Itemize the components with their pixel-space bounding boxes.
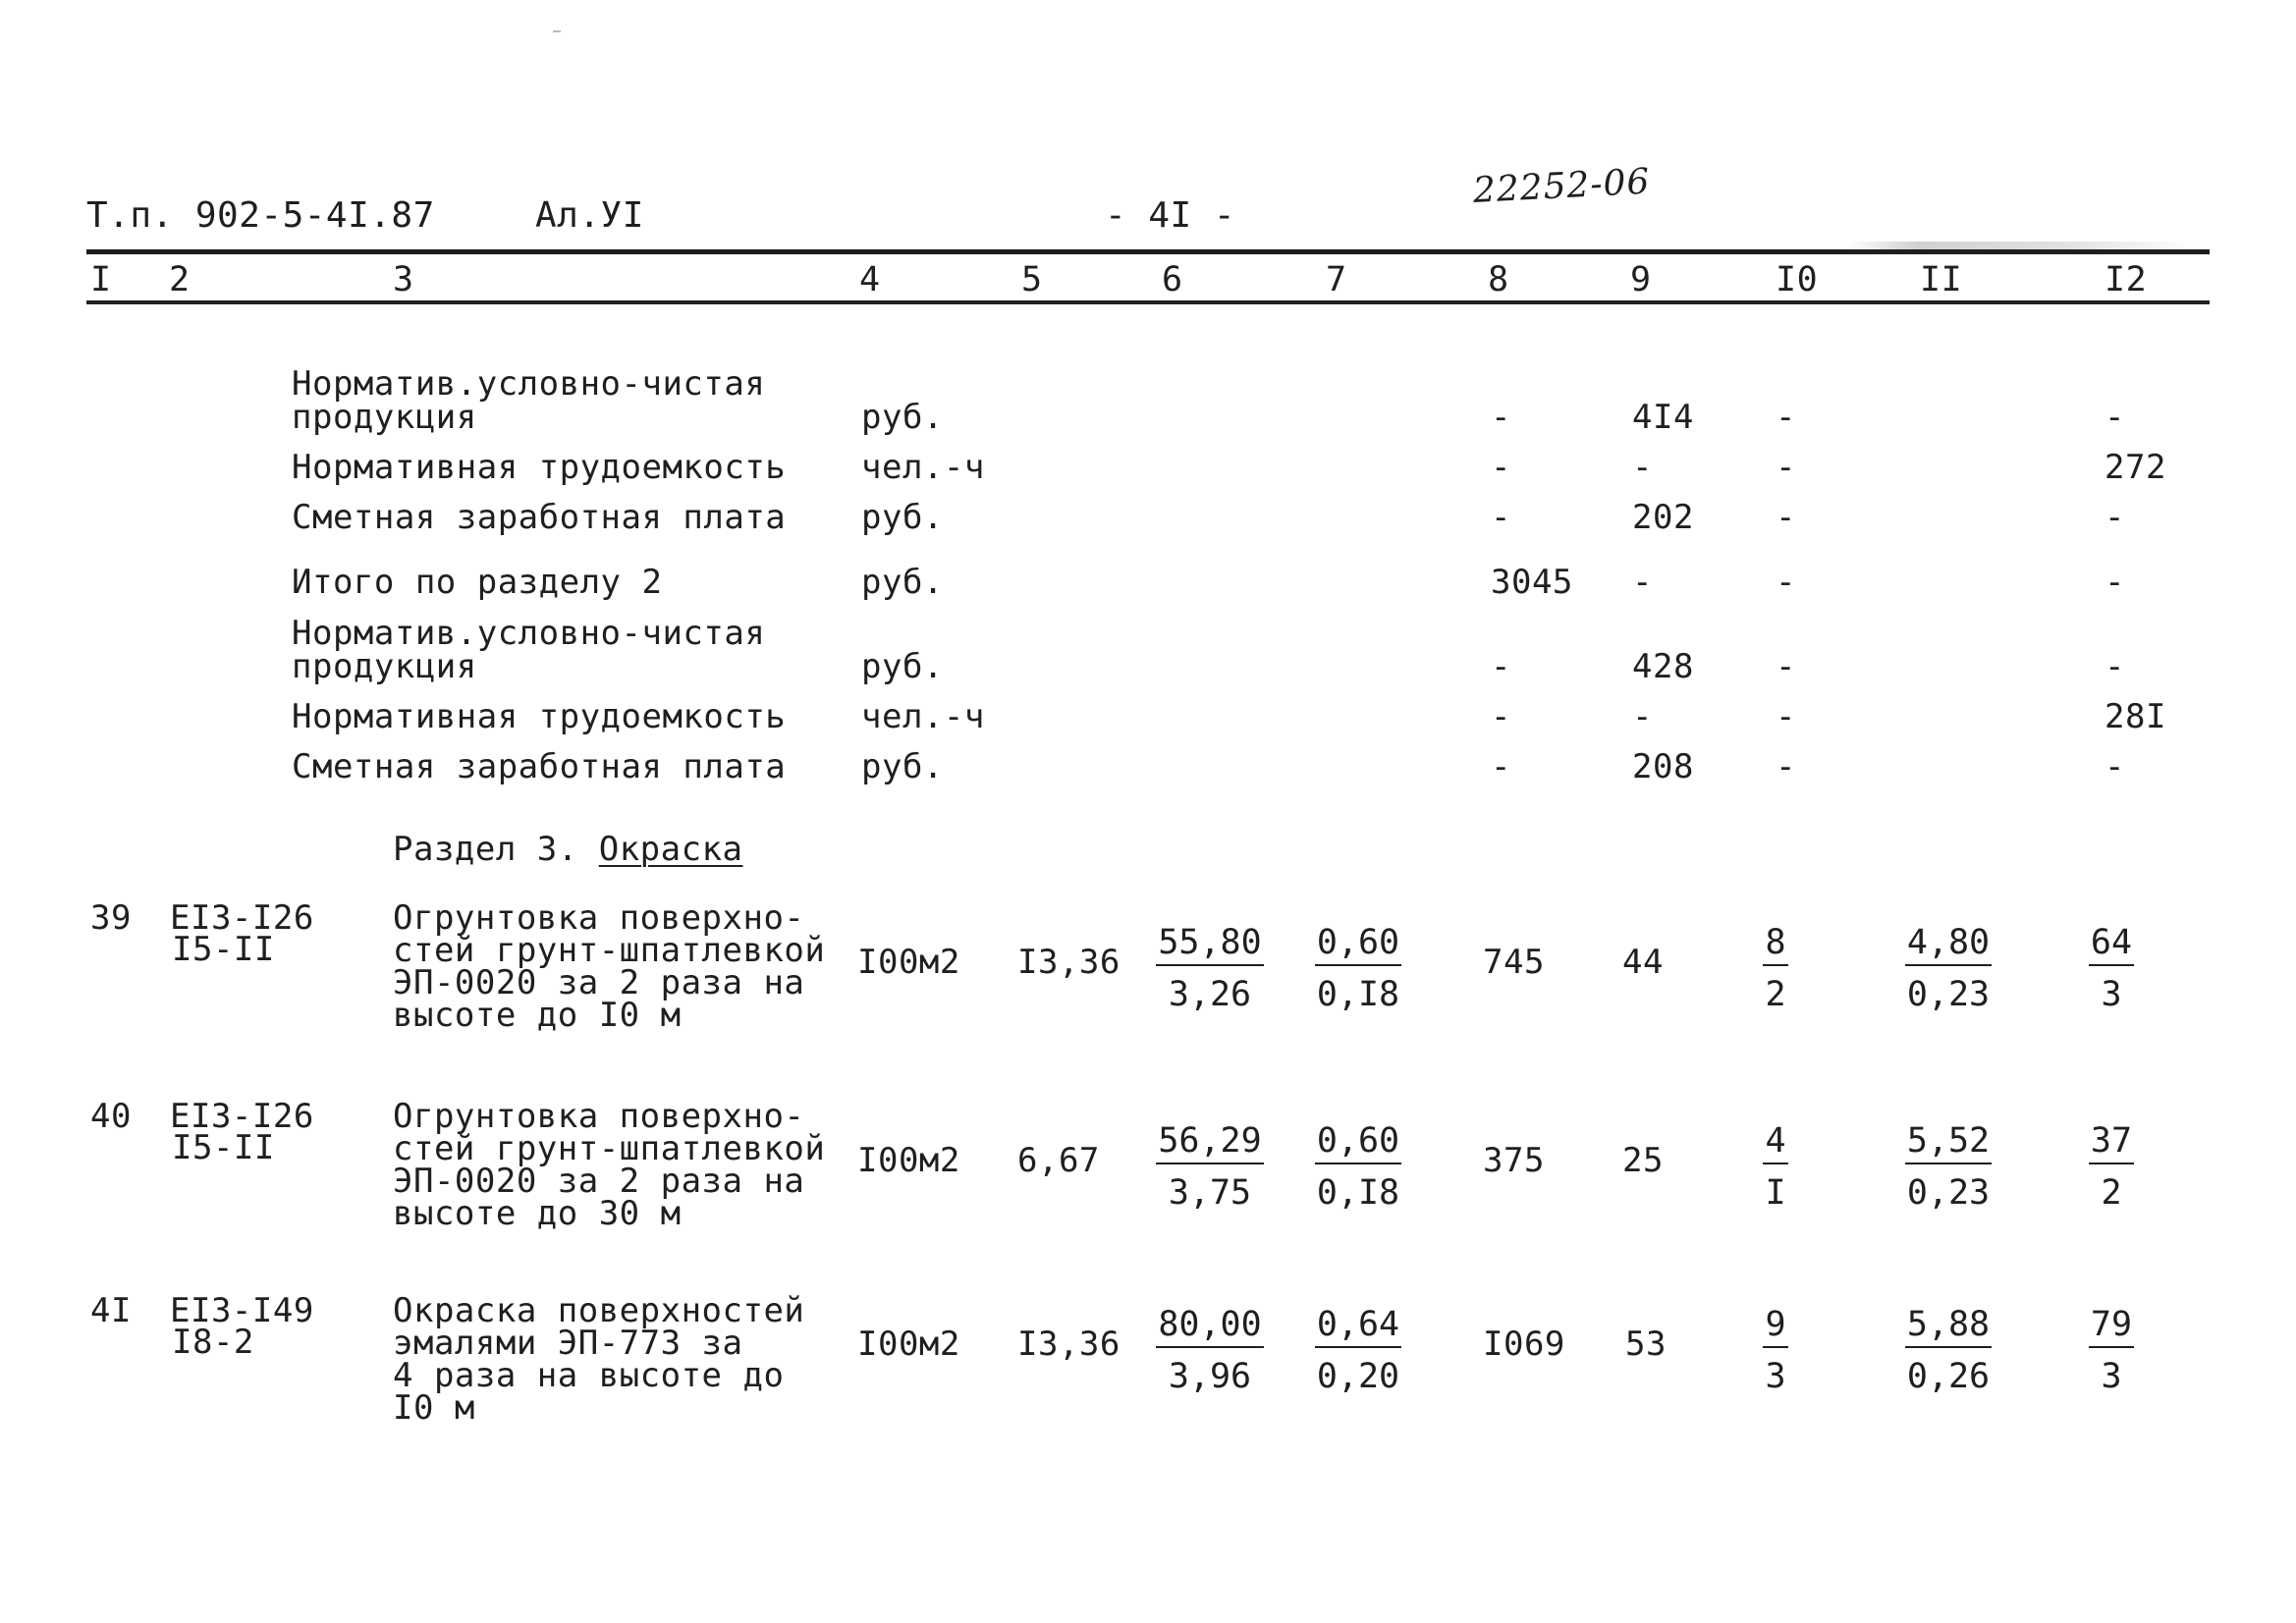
item-unit: I00м2 (857, 1325, 960, 1364)
item-description-line: 4 раза на высоте до (393, 1356, 785, 1395)
column-number-2: 2 (169, 260, 191, 299)
item-c10-top: 4 (1763, 1124, 1787, 1164)
item-c6-bottom: 3,26 (1168, 975, 1252, 1014)
item-code-secondary: I5-II (172, 1128, 275, 1167)
item-number: 39 (90, 898, 132, 938)
summary2-unit-labor: чел.-ч (861, 697, 985, 736)
summary2-c9-wages: 208 (1632, 747, 1694, 786)
item-c12-top: 37 (2089, 1124, 2134, 1164)
item-c11-bottom: 0,23 (1906, 975, 1991, 1014)
section2-total-c8: 3045 (1491, 563, 1573, 602)
item-c11-bottom: 0,23 (1906, 1173, 1991, 1213)
summary1-label-wages: Сметная заработная плата (292, 498, 787, 537)
item-c12-bottom: 3 (2101, 975, 2122, 1014)
summary2-c10-labor: - (1776, 697, 1796, 736)
item-c7-top: 0,64 (1315, 1308, 1401, 1348)
item-c9: 25 (1622, 1141, 1664, 1180)
item-number: 4I (90, 1291, 132, 1330)
item-c10-top: 8 (1763, 926, 1787, 966)
item-c6-bottom: 3,96 (1168, 1357, 1252, 1396)
item-description-line: Окраска поверхностей (393, 1291, 805, 1330)
item-c8: I069 (1483, 1325, 1565, 1364)
item-c10-bottom: 3 (1765, 1357, 1786, 1396)
column-number-3: 3 (393, 260, 414, 299)
column-number-5: 5 (1021, 260, 1043, 299)
column-number-7: 7 (1326, 260, 1347, 299)
item-c11-bottom: 0,26 (1906, 1357, 1991, 1396)
summary2-unit-wages: руб. (861, 747, 944, 786)
summary2-label-ncp-line2: продукция (292, 647, 477, 686)
column-number-6: 6 (1162, 260, 1183, 299)
summary1-c12-wages: - (2105, 498, 2125, 537)
item-c7-bottom: 0,I8 (1316, 1173, 1400, 1213)
section2-total-c10: - (1776, 563, 1796, 602)
column-number-11: II (1920, 260, 1963, 299)
item-c6-top: 55,80 (1156, 926, 1263, 966)
summary2-c9-labor: - (1632, 697, 1653, 736)
item-c10-bottom: 2 (1765, 975, 1786, 1014)
item-c12-fraction (2080, 1121, 2143, 1213)
item-description-line: ЭП-0020 за 2 раза на (393, 1162, 805, 1201)
stamp-smudge (1846, 242, 2200, 249)
item-description-line: стей грунт-шпатлевкой (393, 931, 826, 970)
section3-prefix: Раздел 3. (393, 830, 578, 869)
item-c7-bottom: 0,20 (1316, 1357, 1400, 1396)
item-number: 40 (90, 1097, 132, 1136)
section3-heading (393, 830, 743, 869)
summary2-c8-wages: - (1491, 747, 1511, 786)
item-c12-fraction (2080, 1305, 2143, 1396)
item-c6-fraction (1147, 1305, 1273, 1396)
summary2-label-labor: Нормативная трудоемкость (292, 697, 787, 736)
item-unit: I00м2 (857, 943, 960, 982)
summary1-unit-labor: чел.-ч (861, 448, 985, 487)
summary2-label-ncp-line1: Норматив.условно-чистая (292, 614, 766, 653)
item-c10-fraction (1756, 1305, 1795, 1396)
top-rule (86, 249, 2210, 254)
summary1-unit-ncp: руб. (861, 398, 944, 437)
item-description-line: I0 м (393, 1388, 475, 1428)
item-c8: 745 (1483, 943, 1545, 982)
item-c10-bottom: I (1765, 1173, 1786, 1213)
summary1-c10-wages: - (1776, 498, 1796, 537)
section3-title: Окраска (598, 830, 743, 869)
item-c9: 44 (1622, 943, 1664, 982)
summary1-c9-labor: - (1632, 448, 1653, 487)
item-description-line: Огрунтовка поверхно- (393, 898, 805, 938)
item-c12-top: 64 (2089, 926, 2134, 966)
summary1-unit-wages: руб. (861, 498, 944, 537)
summary1-label-ncp-line1: Норматив.условно-чистая (292, 364, 766, 404)
section2-total-unit: руб. (861, 563, 944, 602)
item-description-line: ЭП-0020 за 2 раза на (393, 963, 805, 1002)
item-c7-top: 0,60 (1315, 1124, 1401, 1164)
item-c11-top: 5,52 (1905, 1124, 1992, 1164)
column-number-8: 8 (1488, 260, 1509, 299)
item-c12-bottom: 2 (2101, 1173, 2122, 1213)
item-description-line: эмалями ЭП-773 за (393, 1324, 743, 1363)
item-c6-top: 80,00 (1156, 1308, 1263, 1348)
summary2-c8-ncp: - (1491, 647, 1511, 686)
item-c6-top: 56,29 (1156, 1124, 1263, 1164)
item-c8: 375 (1483, 1141, 1545, 1180)
summary1-c10-labor: - (1776, 448, 1796, 487)
summary1-c9-ncp: 4I4 (1632, 398, 1694, 437)
item-code-primary: EI3-I49 (170, 1291, 314, 1330)
column-number-10: I0 (1776, 260, 1819, 299)
item-quantity: I3,36 (1017, 943, 1121, 982)
section2-total-c12: - (2105, 563, 2125, 602)
summary1-c10-ncp: - (1776, 398, 1796, 437)
item-c7-fraction (1306, 1305, 1410, 1396)
summary2-unit-ncp: руб. (861, 647, 944, 686)
summary1-c9-wages: 202 (1632, 498, 1694, 537)
item-code-primary: EI3-I26 (170, 898, 314, 938)
item-c12-bottom: 3 (2101, 1357, 2122, 1396)
summary1-c8-ncp: - (1491, 398, 1511, 437)
item-c11-fraction (1893, 1305, 2003, 1396)
item-c10-fraction (1756, 1121, 1795, 1213)
item-code-primary: EI3-I26 (170, 1097, 314, 1136)
item-unit: I00м2 (857, 1141, 960, 1180)
item-c11-top: 5,88 (1905, 1308, 1992, 1348)
item-c6-fraction (1147, 1121, 1273, 1213)
column-number-12: I2 (2105, 260, 2148, 299)
item-c7-bottom: 0,I8 (1316, 975, 1400, 1014)
item-c11-fraction (1893, 1121, 2003, 1213)
item-c7-fraction (1306, 1121, 1410, 1213)
page-number: - 4I - (1105, 195, 1236, 236)
item-c11-top: 4,80 (1905, 926, 1992, 966)
item-quantity: I3,36 (1017, 1325, 1121, 1364)
item-description-line: стей грунт-шпатлевкой (393, 1129, 826, 1168)
column-header-rule (86, 300, 2210, 304)
column-number-1: I (90, 260, 112, 299)
summary2-label-wages: Сметная заработная плата (292, 747, 787, 786)
item-quantity: 6,67 (1017, 1141, 1100, 1180)
summary2-c9-ncp: 428 (1632, 647, 1694, 686)
item-c6-fraction (1147, 923, 1273, 1014)
item-c11-fraction (1893, 923, 2003, 1014)
summary1-label-ncp-line2: продукция (292, 398, 477, 437)
summary1-label-labor: Нормативная трудоемкость (292, 448, 787, 487)
item-c12-fraction (2080, 923, 2143, 1014)
summary2-c12-wages: - (2105, 747, 2125, 786)
item-c9: 53 (1625, 1325, 1667, 1364)
summary1-c8-labor: - (1491, 448, 1511, 487)
item-code-secondary: I5-II (172, 930, 275, 969)
doc-code: Т.п. 902-5-4I.87 (86, 195, 435, 236)
item-code-secondary: I8-2 (172, 1323, 254, 1362)
summary2-c12-ncp: - (2105, 647, 2125, 686)
column-number-4: 4 (859, 260, 881, 299)
item-c10-fraction (1756, 923, 1795, 1014)
column-number-9: 9 (1630, 260, 1652, 299)
handwritten-number: 22252-06 (1471, 161, 1652, 211)
item-c12-top: 79 (2089, 1308, 2134, 1348)
item-c7-fraction (1306, 923, 1410, 1014)
album-label: Ал.УI (535, 195, 644, 236)
section2-total-c9: - (1632, 563, 1653, 602)
item-description-line: высоте до 30 м (393, 1194, 682, 1233)
summary1-c8-wages: - (1491, 498, 1511, 537)
summary1-c12-ncp: - (2105, 398, 2125, 437)
item-description-line: высоте до I0 м (393, 996, 682, 1035)
item-c6-bottom: 3,75 (1168, 1173, 1252, 1213)
item-c7-top: 0,60 (1315, 926, 1401, 966)
scan-speck (553, 30, 561, 32)
summary2-c10-ncp: - (1776, 647, 1796, 686)
summary2-c12-labor: 28I (2105, 697, 2166, 736)
item-c10-top: 9 (1763, 1308, 1787, 1348)
summary2-c8-labor: - (1491, 697, 1511, 736)
summary2-c10-wages: - (1776, 747, 1796, 786)
section2-total-label: Итого по разделу 2 (292, 563, 663, 602)
item-description-line: Огрунтовка поверхно- (393, 1097, 805, 1136)
summary1-c12-labor: 272 (2105, 448, 2166, 487)
